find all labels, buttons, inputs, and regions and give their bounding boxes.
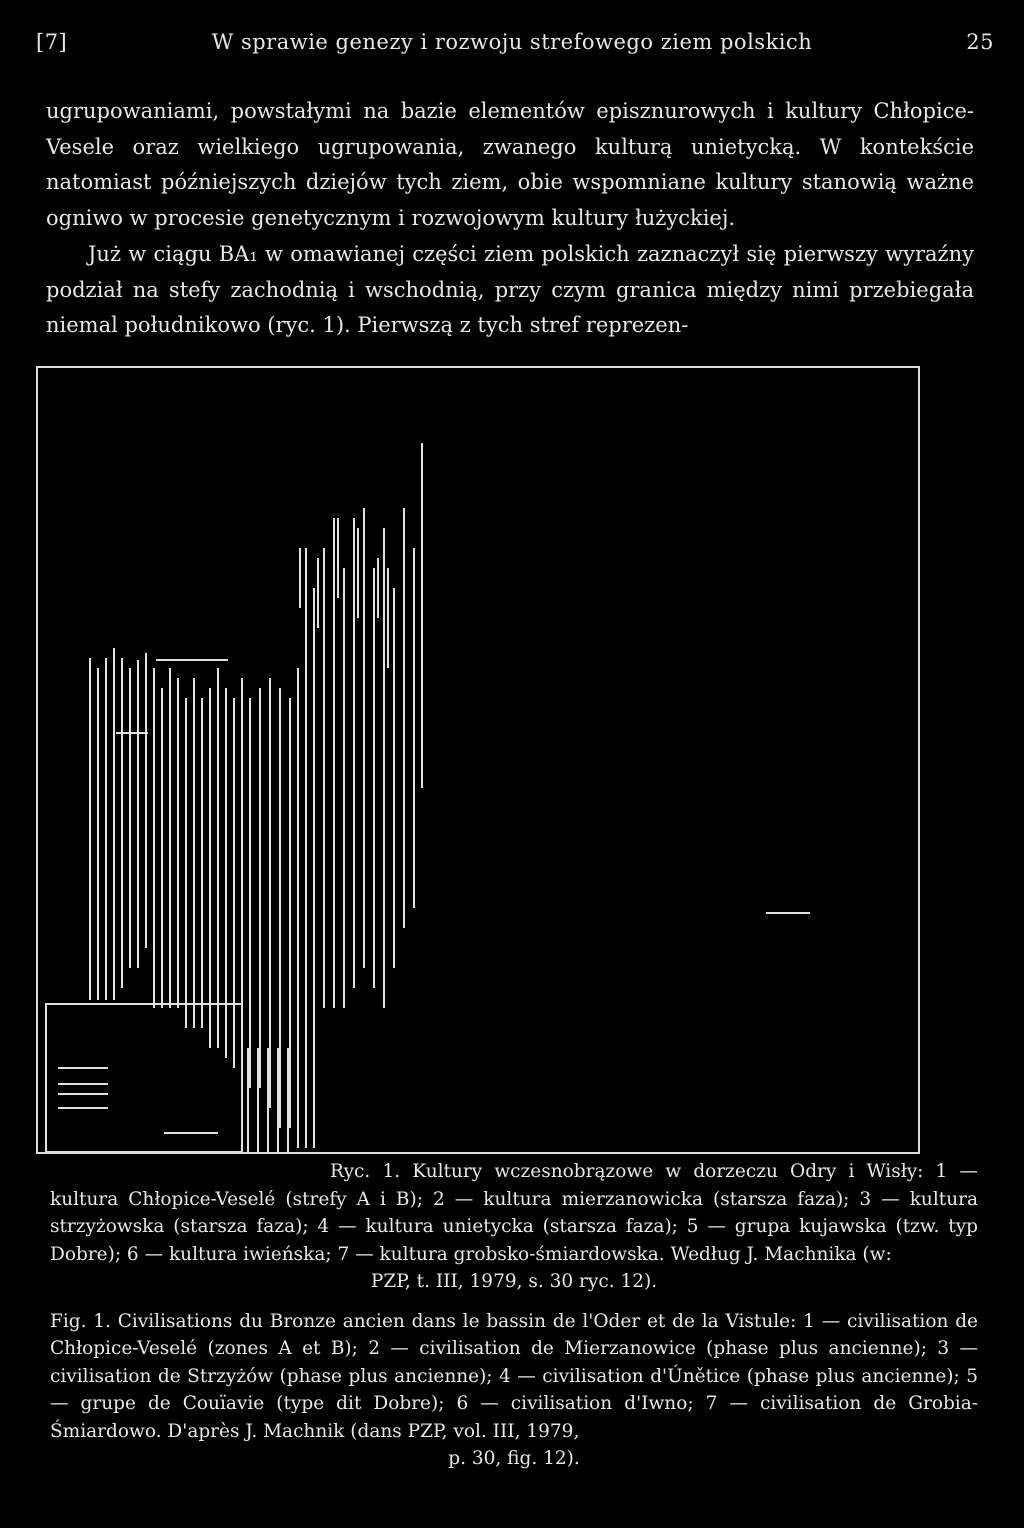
map-inset-box <box>46 1004 242 1152</box>
paragraph: ugrupowaniami, powstałymi na bazie elementów episznurowych i kultury Chłopice-Vesele oraz wielkiego ugrupowania, zwanego kulturą unietycką. W kontekście natomiast późniejszych dziejów tych ziem, obie wspomniane kultury stanowią ważne ogniwo w procesie genetycznym i rozwojowym kultury łużyckiej. <box>46 99 974 231</box>
caption-polish-end: PZP, t. III, 1979, s. 30 ryc. 12). <box>370 1271 658 1292</box>
page-number: 25 <box>966 30 994 54</box>
running-header <box>30 30 994 66</box>
figure-map <box>36 366 920 1154</box>
caption-french-end: p. 30, fig. 12). <box>448 1448 580 1469</box>
paragraph: Już w ciągu BA₁ w omawianej części ziem polskich zaznaczył się pierwszy wyraźny podział na stefy zachodnią i wschodnią, przy czym granica między nimi przebiegała niemal południkowo (ryc. 1). Pierwszą z tych stref reprezen- <box>46 241 974 338</box>
caption-french-text: Fig. 1. Civilisations du Bronze ancien dans le bassin de l'Oder et de la Vistule: 1 — civilisation de Chłopice-Veselé (zones A et B); 2 — civilisation de Mierzanowice (phase plus ancienne); 3 — civilisation de Strzyżów (phase plus ancienne); 4 — civilisation d'Únětice (phase plus ancienne); 5 — grupe de Couïavie (type dit Dobre); 6 — civilisation d'Iwno; 7 — civilisation de Grobia-Śmiardowo. D'après J. Machnik (dans PZP, vol. III, 1979, <box>50 1310 978 1442</box>
caption-polish <box>50 1158 978 1296</box>
map-illustration <box>38 368 922 1156</box>
body-text <box>46 94 974 344</box>
caption-french <box>50 1308 978 1473</box>
section-number: [7] <box>36 30 68 54</box>
figure-caption <box>50 1158 978 1485</box>
caption-polish-text: Ryc. 1. Kultury wczesnobrązowe w dorzeczu Odry i Wisły: 1 — kultura Chłopice-Veselé (strefy A i B); 2 — kultura mierzanowicka (starsza faza); 3 — kultura strzyżowska (starsza faza); 4 — kultura unietycka (starsza faza); 5 — grupa kujawska (tzw. typ Dobre); 6 — kultura iwieńska; 7 — kultura grobsko-śmiardowska. Według J. Machnika (w: <box>50 1161 978 1265</box>
running-title: W sprawie genezy i rozwoju strefowego ziem polskich <box>211 30 813 54</box>
